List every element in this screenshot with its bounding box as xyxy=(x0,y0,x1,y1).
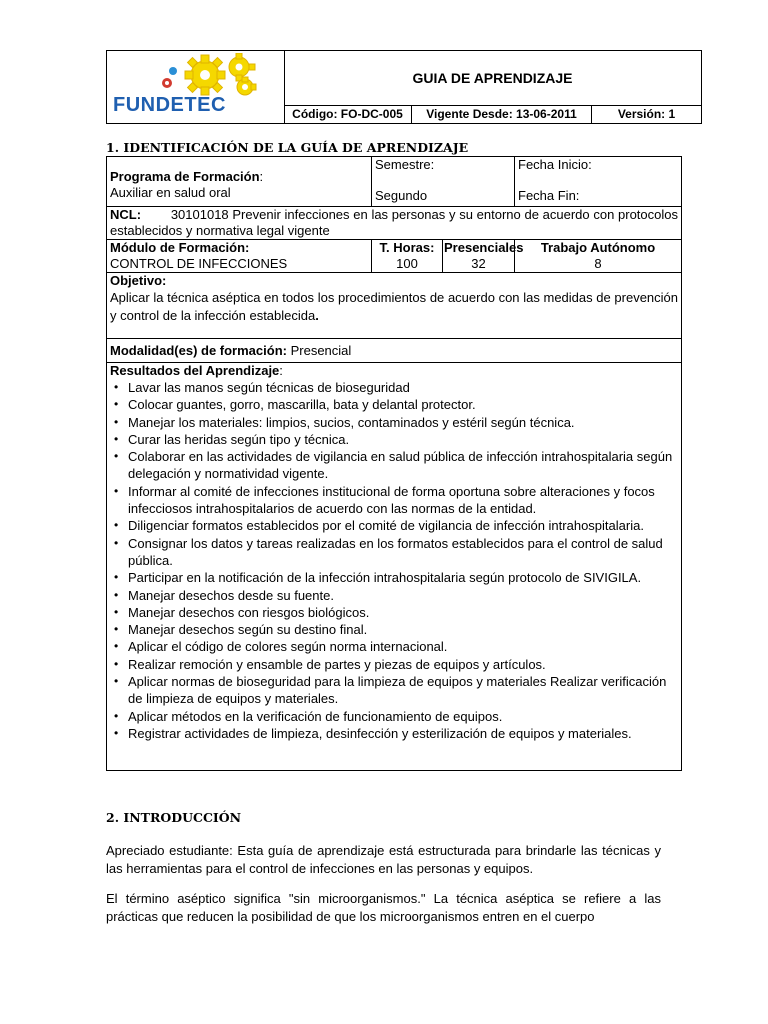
document-version: Versión: 1 xyxy=(617,107,676,121)
list-item: • Manejar desechos según su destino final. xyxy=(128,621,678,638)
document-code: Código: FO-DC-005 xyxy=(284,105,412,123)
intro-paragraph-2: El término aséptico significa "sin microorganismos." La técnica aséptica se refiere a las prácticas que reducen la posibilidad de que los microorganismos entren en el cuerpo xyxy=(106,891,661,924)
modality-row xyxy=(107,339,682,363)
valid-from-date: Vigente Desde: 13-06-2011 xyxy=(412,105,592,123)
list-item: • Manejar desechos con riesgos biológicos. xyxy=(128,604,678,621)
presencial-label: Presenciales xyxy=(444,240,524,255)
list-item: • Participar en la notificación de la infección intrahospitalaria según protocolo de SIVIGILA. xyxy=(128,569,678,586)
objective-label: Objetivo: xyxy=(110,273,167,288)
document-title: GUIA DE APRENDIZAJE xyxy=(284,51,701,106)
list-item: • Aplicar normas de bioseguridad para la limpieza de equipos y materiales Realizar verificación de limpieza de equipos y materiales. xyxy=(128,673,678,708)
module-row xyxy=(107,240,682,273)
section-2-heading: 2. INTRODUCCIÓN xyxy=(106,810,242,825)
list-item: • Curar las heridas según tipo y técnica. xyxy=(128,431,678,448)
list-item: • Diligenciar formatos establecidos por el comité de vigilancia de infección intrahospitalaria. xyxy=(128,517,678,534)
hours-cell xyxy=(372,240,443,273)
list-item: • Colaborar en las actividades de vigilancia en salud pública de infección intrahospitalaria según delegación y normatividad vigente. xyxy=(128,448,678,483)
objective-text xyxy=(110,289,678,325)
module-cell xyxy=(107,240,372,273)
document-meta-row xyxy=(284,105,701,123)
list-item: • Registrar actividades de limpieza, desinfección y esterilización de equipos y materiales. xyxy=(128,725,678,742)
results-label: Resultados del Aprendizaje xyxy=(110,363,280,378)
list-item: • Colocar guantes, gorro, mascarilla, bata y delantal protector. xyxy=(128,396,678,413)
results-cell xyxy=(107,363,682,771)
intro-paragraph-1: Apreciado estudiante: Esta guía de aprendizaje está estructurada para brindarle las técnicas y las herramientas para el control de infecciones en las personas y equipos. xyxy=(106,843,661,876)
modality-label: Modalidad(es) de formación: xyxy=(110,342,287,358)
ncl-value: 30101018 Prevenir infecciones en las personas y su entorno de acuerdo con protocolos establecidos y normativa legal vigente xyxy=(110,207,678,238)
presencial-cell xyxy=(443,240,524,273)
list-item: • Informar al comité de infecciones institucional de forma oportuna sobre alteraciones y focos infecciosos intrahospitalarios de acuerdo con las normas de la entidad. xyxy=(128,483,678,518)
semester-label: Semestre: xyxy=(375,157,435,172)
ncl-cell xyxy=(107,207,682,240)
list-item: • Manejar desechos desde su fuente. xyxy=(128,587,678,604)
objective-end: . xyxy=(315,308,319,323)
results-heading: Resultados del Aprendizaje: xyxy=(110,363,283,378)
autonomo-value: 8 xyxy=(594,256,602,271)
fundetec-logo xyxy=(107,51,285,123)
identification-table xyxy=(106,156,682,771)
document-header xyxy=(106,50,702,124)
program-value: Auxiliar en salud oral xyxy=(110,184,231,200)
ncl-row xyxy=(107,207,682,240)
dates-cell xyxy=(515,157,682,207)
program-label: Programa de Formación xyxy=(110,168,260,184)
module-value: CONTROL DE INFECCIONES xyxy=(110,256,288,271)
list-item: • Manejar los materiales: limpios, sucios, contaminados y estéril según técnica. xyxy=(128,414,678,431)
presencial-value: 32 xyxy=(471,256,486,271)
results-row xyxy=(107,363,682,771)
objective-body: Aplicar la técnica aséptica en todos los procedimientos de acuerdo con las medidas de prevención y control de la infección establecida xyxy=(110,290,679,323)
semester-cell xyxy=(372,157,515,207)
list-item: • Consignar los datos y tareas realizadas en los formatos establecidos para el control de salud pública. xyxy=(128,535,678,570)
list-item: • Aplicar métodos en la verificación de funcionamiento de equipos. xyxy=(128,708,678,725)
objective-cell xyxy=(107,273,682,339)
modality-cell xyxy=(107,339,682,363)
list-item: • Lavar las manos según técnicas de bioseguridad xyxy=(128,379,678,396)
ncl-label: NCL: xyxy=(110,207,142,222)
hours-label: T. Horas: xyxy=(379,240,435,255)
section-1-heading: 1. IDENTIFICACIÓN DE LA GUÍA DE APRENDIZAJE xyxy=(106,140,469,155)
module-label: Módulo de Formación: xyxy=(110,240,250,255)
semester-value: Segundo xyxy=(375,188,428,203)
hours-value: 100 xyxy=(396,256,418,271)
modality-value: Presencial xyxy=(290,342,352,358)
autonomo-label: Trabajo Autónomo xyxy=(540,240,656,255)
gears-icon xyxy=(147,53,267,99)
results-list xyxy=(110,379,678,742)
list-item: • Realizar remoción y ensamble de partes y piezas de equipos y artículos. xyxy=(128,656,678,673)
autonomo-cell xyxy=(515,240,682,273)
list-item: • Aplicar el código de colores según norma internacional. xyxy=(128,638,678,655)
start-date-label: Fecha Inicio: xyxy=(518,157,592,172)
program-cell: Programa de Formación: Auxiliar en salud oral xyxy=(107,157,372,207)
logo-wordmark: FUNDETEC xyxy=(113,94,226,116)
program-row xyxy=(107,157,682,207)
end-date-label: Fecha Fin: xyxy=(518,188,580,203)
objective-row xyxy=(107,273,682,339)
